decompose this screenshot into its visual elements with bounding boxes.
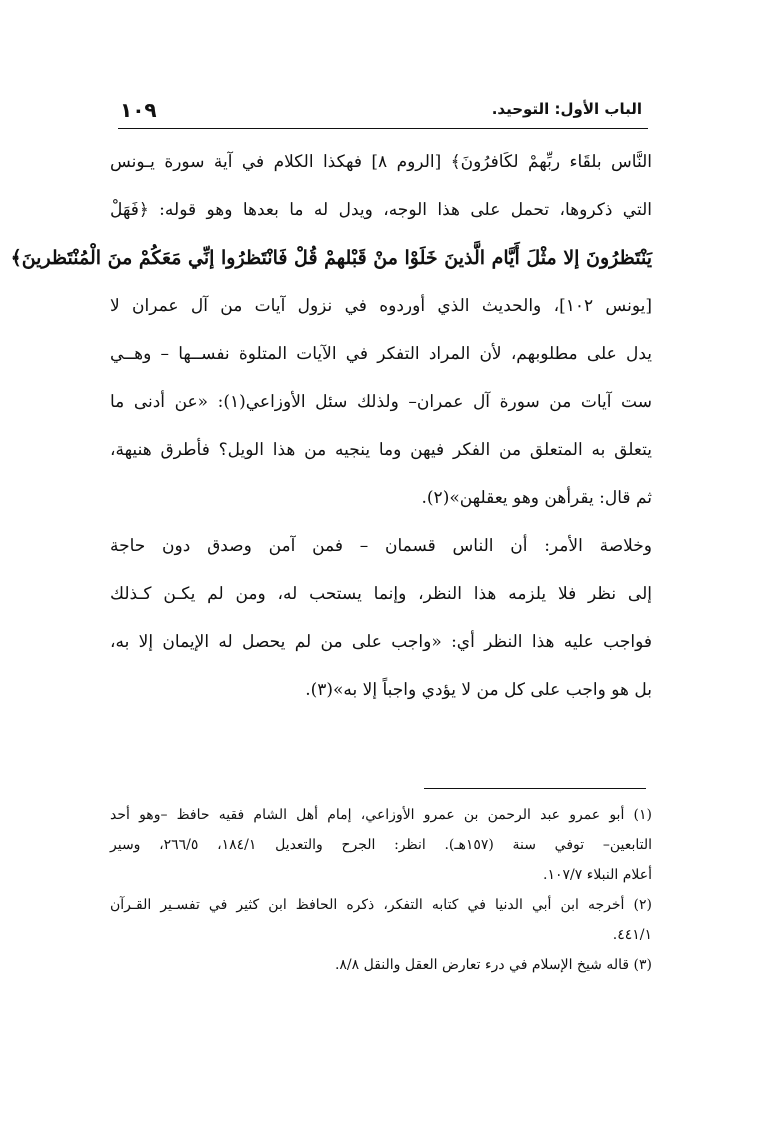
footnote-line: (١) أبو عمرو عبد الرحمن بن عمرو الأوزاعي، إمام أهل الشام فقيه حافظ –وهو أحد [110, 807, 652, 823]
page-number: ١٠٩ [120, 98, 157, 122]
text-line: ثم قال: يقرأهن وهو يعقلهن»(٢). [421, 488, 652, 508]
text-line: إلى نظر فلا يلزمه هذا النظر، وإنما يستحب له، ومن لم يكـن كـذلك [110, 584, 652, 604]
main-text [10, 138, 652, 714]
running-header [118, 98, 648, 129]
text-line: يدل على مطلوبهم، لأن المراد التفكر في الآيات المتلوة نفســها – وهــي [110, 344, 652, 364]
footnote-line: ٤٤١/١. [612, 927, 652, 943]
footnote-line: التابعين– توفي سنة (١٥٧هـ). انظر: الجرح والتعديل ١٨٤/١، ٢٦٦/٥، وسير [110, 837, 652, 853]
footnote-line: (٢) أخرجه ابن أبي الدنيا في كتابه التفكر، ذكره الحافظ ابن كثير في تفسـير القـرآن [110, 897, 652, 913]
footnote-line: أعلام النبلاء ١٠٧/٧. [543, 867, 652, 883]
text-line: النَّاس بلقَاء ربِّهمْ لكَافرُونَ﴾ [الروم ٨] فهكذا الكلام في آية سورة يـونس [110, 152, 652, 172]
footnotes [110, 800, 652, 980]
text-line: وخلاصة الأمر: أن الناس قسمان – فمن آمن وصدق دون حاجة [110, 536, 652, 556]
quran-verse-line: يَنْتَظرُونَ إلا مثْلَ أَيَّام الَّذينَ خَلَوْا منْ قَبْلهمْ قُلْ فَانْتَظرُوا إنِّي مَعَكُمْ منَ الْمُنْتَظرينَ﴾ [10, 247, 652, 269]
footnote-line: (٣) قاله شيخ الإسلام في درء تعارض العقل والنقل ٨/٨. [334, 957, 652, 973]
chapter-title: الباب الأول: التوحيد. [491, 100, 642, 118]
text-line: فواجب عليه هذا النظر أي: «واجب على من لم يحصل له الإيمان إلا به، [110, 632, 652, 652]
text-line: يتعلق به المتعلق من الفكر فيهن وما ينجيه من هذا الويل؟ فأطرق هنيهة، [110, 440, 652, 460]
footnote-separator [424, 788, 646, 789]
text-line: التي ذكروها، تحمل على هذا الوجه، ويدل له ما بعدها وهو قوله: ﴿فَهَلْ [110, 200, 652, 220]
text-line: بل هو واجب على كل من لا يؤدي واجباً إلا به»(٣). [305, 680, 652, 700]
text-line: ست آيات من سورة آل عمران– ولذلك سئل الأوزاعي(١): «عن أدنى ما [110, 392, 652, 412]
text-line: [يونس ١٠٢]، والحديث الذي أوردوه في نزول آيات من آل عمران لا [110, 296, 652, 316]
